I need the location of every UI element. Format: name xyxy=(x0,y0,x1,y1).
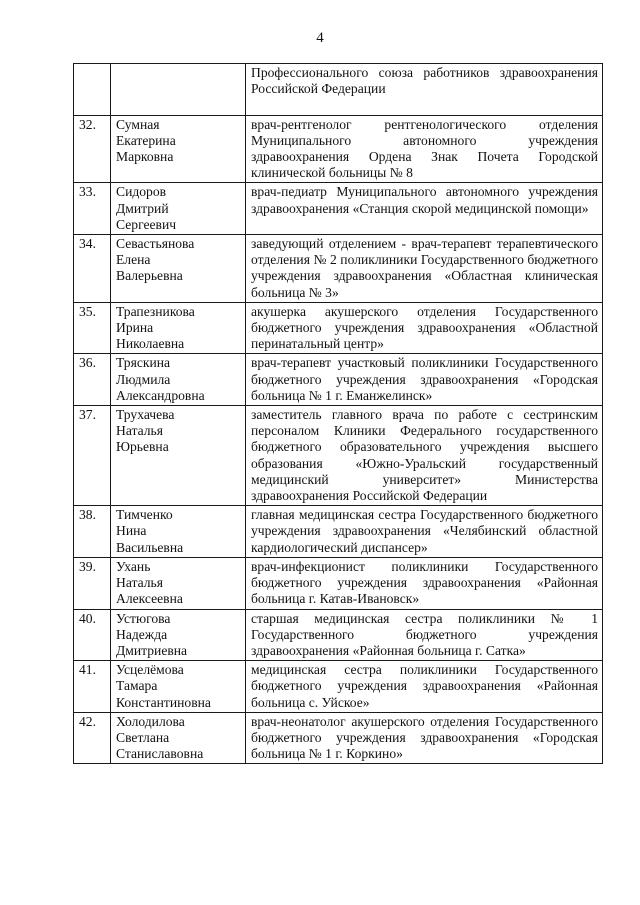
first-name: Наталья xyxy=(116,423,163,439)
surname xyxy=(116,65,241,81)
person-name xyxy=(111,406,246,506)
first-name: Людмила xyxy=(116,371,171,387)
first-name: Тамара xyxy=(116,678,158,694)
patronymic: Николаевна xyxy=(116,336,185,352)
table-row xyxy=(74,354,603,406)
row-number: 39. xyxy=(74,557,111,609)
patronymic: Валерьевна xyxy=(116,268,183,284)
person-name xyxy=(111,506,246,558)
position-description: врач-терапевт участковый поликлиники Государственного бюджетного учреждения здравоохранения «Городская больница № 1 г. Еманжелинск» xyxy=(246,354,603,406)
surname: Севастьянова xyxy=(116,236,195,252)
row-number: 37. xyxy=(74,406,111,506)
surname: Сидоров xyxy=(116,184,167,200)
surname: Трапезникова xyxy=(116,303,195,319)
patronymic: Юрьевна xyxy=(116,439,169,455)
page-number: 4 xyxy=(316,30,324,46)
patronymic: Алексеевна xyxy=(116,591,183,607)
surname: Трухачева xyxy=(116,407,175,423)
position-description: врач-инфекционист поликлиники Государственного бюджетного учреждения здравоохранения «Районная больница г. Катав-Ивановск» xyxy=(246,557,603,609)
person-name xyxy=(111,712,246,764)
position-description: заместитель главного врача по работе с сестринским персоналом Клиники Федерального государственного бюджетного образовательного учреждения высшего образования «Южно-Уральский государственный медицинский университет» Министерства здравоохранения Российской Федерации xyxy=(246,406,603,506)
row-number: 38. xyxy=(74,506,111,558)
first-name: Елена xyxy=(116,252,151,268)
first-name: Надежда xyxy=(116,626,168,642)
table-row xyxy=(74,712,603,764)
position-description: старшая медицинская сестра поликлиники № 1 Государственного бюджетного учреждения здравоохранения «Районная больница г. Сатка» xyxy=(246,609,603,661)
table-row xyxy=(74,506,603,558)
patronymic: Станиславовна xyxy=(116,746,204,762)
person-name xyxy=(111,557,246,609)
awardees-table xyxy=(73,63,603,764)
person-name xyxy=(111,183,246,235)
table-row xyxy=(74,235,603,303)
person-name xyxy=(111,354,246,406)
row-number: 36. xyxy=(74,354,111,406)
first-name xyxy=(116,81,241,97)
row-number: 40. xyxy=(74,609,111,661)
row-number: 32. xyxy=(74,115,111,183)
table-row xyxy=(74,115,603,183)
first-name: Екатерина xyxy=(116,132,176,148)
row-number: 41. xyxy=(74,661,111,713)
row-number: 35. xyxy=(74,302,111,354)
person-name xyxy=(111,609,246,661)
surname: Устюгова xyxy=(116,610,171,626)
first-name: Ирина xyxy=(116,320,154,336)
surname: Холодилова xyxy=(116,713,185,729)
position-description: главная медицинская сестра Государственного бюджетного учреждения здравоохранения «Челябинский областной кардиологический диспансер» xyxy=(246,506,603,558)
row-number: 42. xyxy=(74,712,111,764)
row-number xyxy=(74,64,111,116)
patronymic xyxy=(116,97,241,113)
position-description: врач-неонатолог акушерского отделения Государственного бюджетного учреждения здравоохранения «Городская больница № 1 г. Коркино» xyxy=(246,712,603,764)
patronymic: Марковна xyxy=(116,149,174,165)
person-name xyxy=(111,115,246,183)
patronymic: Александровна xyxy=(116,387,205,403)
surname: Тимченко xyxy=(116,507,173,523)
person-name xyxy=(111,235,246,303)
patronymic: Васильевна xyxy=(116,539,184,555)
row-number: 34. xyxy=(74,235,111,303)
person-name xyxy=(111,64,246,116)
first-name: Наталья xyxy=(116,575,163,591)
table-row xyxy=(74,609,603,661)
surname: Усцелёмова xyxy=(116,662,184,678)
table-row xyxy=(74,406,603,506)
table-row xyxy=(74,661,603,713)
position-description: заведующий отделением - врач-терапевт терапевтического отделения № 2 поликлиники Государственного бюджетного учреждения здравоохранения «Областная клиническая больница № 3» xyxy=(246,235,603,303)
first-name: Светлана xyxy=(116,729,170,745)
patronymic: Константиновна xyxy=(116,694,211,710)
position-description: врач-рентгенолог рентгенологического отделения Муниципального автономного учреждения здравоохранения Ордена Знак Почета Городской клинической больницы № 8 xyxy=(246,115,603,183)
table-row xyxy=(74,183,603,235)
table-row xyxy=(74,557,603,609)
person-name xyxy=(111,302,246,354)
table-row xyxy=(74,64,603,116)
position-description: медицинская сестра поликлиники Государственного бюджетного учреждения здравоохранения «Районная больница с. Уйское» xyxy=(246,661,603,713)
surname: Ухань xyxy=(116,558,151,574)
first-name: Дмитрий xyxy=(116,200,169,216)
first-name: Нина xyxy=(116,523,147,539)
surname: Тряскина xyxy=(116,355,171,371)
surname: Сумная xyxy=(116,116,160,132)
patronymic: Дмитриевна xyxy=(116,642,188,658)
row-number: 33. xyxy=(74,183,111,235)
table-body xyxy=(74,64,603,764)
position-description: акушерка акушерского отделения Государственного бюджетного учреждения здравоохранения «Областной перинатальный центр» xyxy=(246,302,603,354)
position-description: врач-педиатр Муниципального автономного учреждения здравоохранения «Станция скорой медицинской помощи» xyxy=(246,183,603,235)
position-description: Профессионального союза работников здравоохранения Российской Федерации xyxy=(246,64,603,116)
table-row xyxy=(74,302,603,354)
person-name xyxy=(111,661,246,713)
patronymic: Сергеевич xyxy=(116,216,177,232)
